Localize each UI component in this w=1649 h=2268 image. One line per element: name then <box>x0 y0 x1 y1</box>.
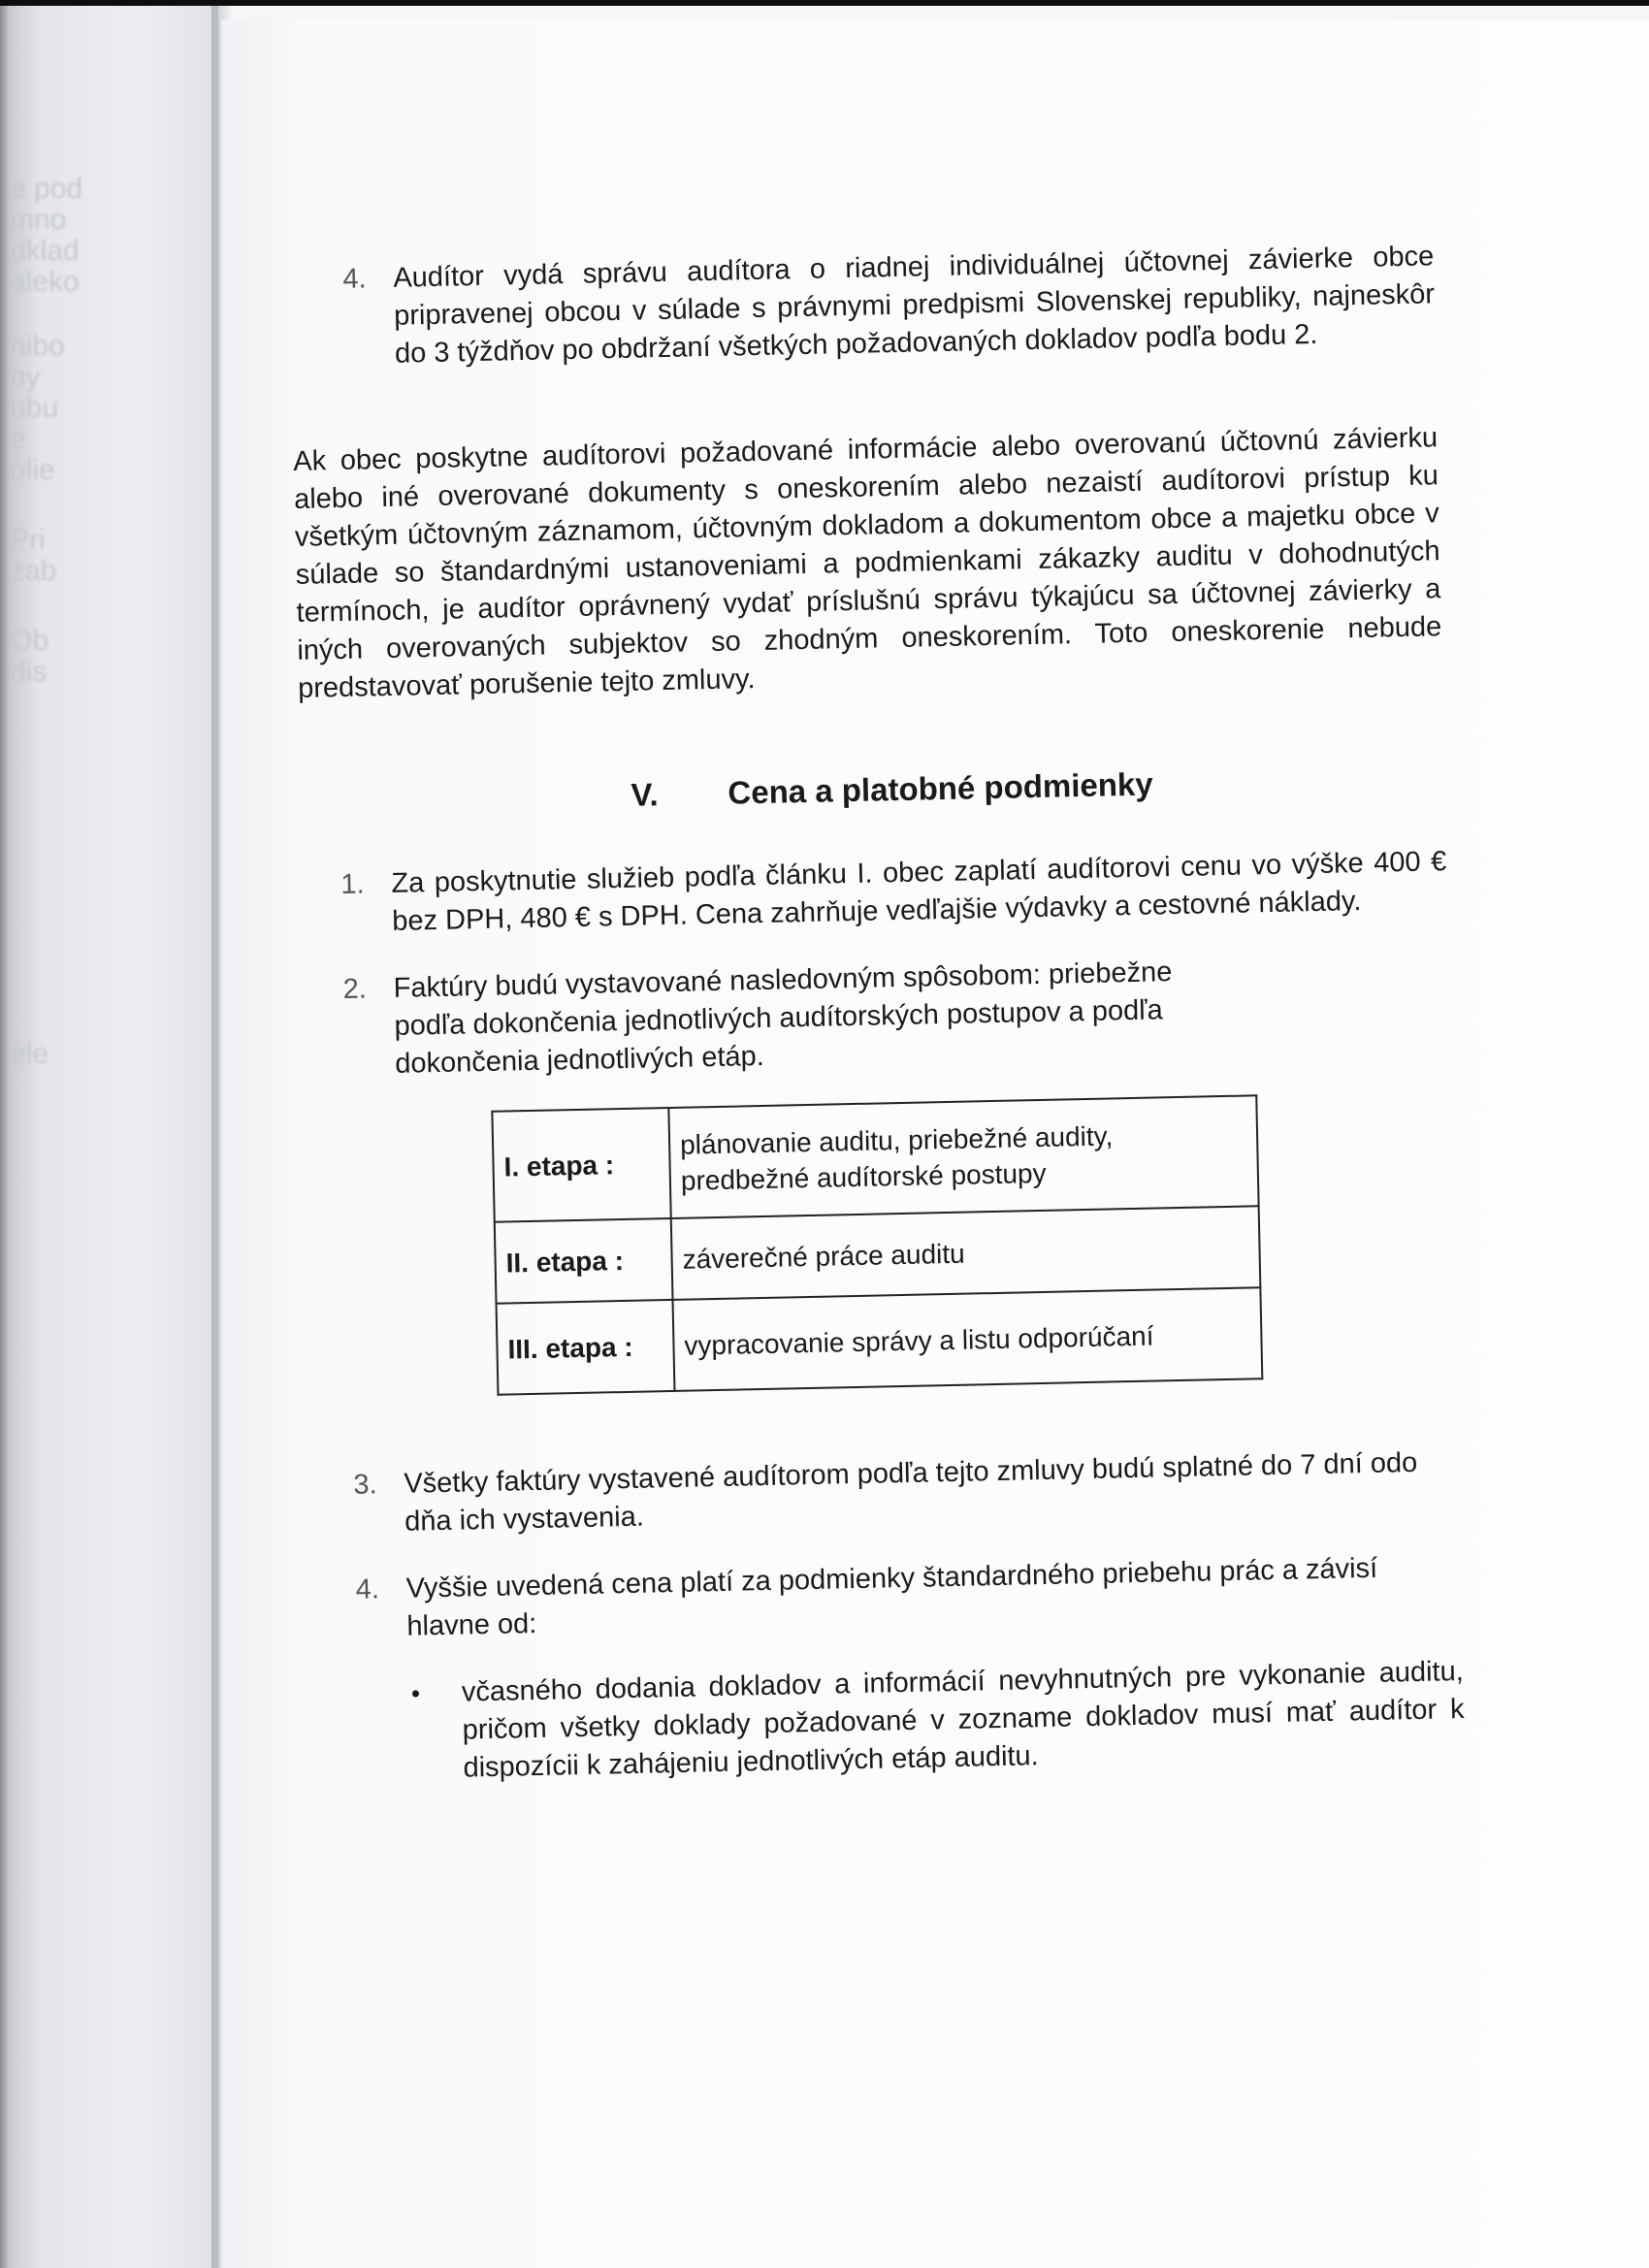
left-page-fragment: ele <box>10 1038 49 1070</box>
item-text: Všetky faktúry vystavené audítorom podľa tejto zmluvy budú splatné do 7 dní odo dňa ich vystavenia. <box>404 1446 1418 1538</box>
section-v-item-3 <box>353 1443 1460 1542</box>
item-text: Vyššie uvedená cena platí za podmienky štandardného priebehu prác a závisí hlavne od: <box>405 1552 1378 1642</box>
item-text: Faktúry budú vystavované nasledovným spôsobom: priebežne podľa dokončenia jednotlivých audítorských postupov a podľa dokončenia jednotlivých etáp. <box>393 956 1173 1080</box>
left-page-fragment: Ob <box>10 625 49 657</box>
left-page-fragment: Pri <box>10 524 46 556</box>
left-page-fragment: zab <box>10 555 57 587</box>
item-number: 4. <box>355 1573 380 1605</box>
section-number: V. <box>630 776 659 813</box>
item-number: 1. <box>340 868 365 901</box>
table-row <box>497 1287 1263 1394</box>
stages-table <box>491 1094 1263 1395</box>
left-page-fragment: e pod <box>10 173 83 205</box>
bullet-item <box>411 1653 1466 1789</box>
document-page <box>221 19 1649 2268</box>
item-number: 3. <box>353 1469 377 1501</box>
table-row <box>492 1095 1258 1221</box>
left-page-fragment: ny <box>10 361 41 393</box>
stage-label: II. etapa : <box>495 1218 673 1304</box>
stage-description: plánovanie auditu, priebežné audity, predbežné audítorské postupy <box>668 1095 1258 1218</box>
section-v-item-4 <box>355 1548 1462 1647</box>
stage-label: I. etapa : <box>492 1108 670 1222</box>
bullet-text: včasného dodania dokladov a informácií nevyhnutných pre vykonanie auditu, pričom všetky doklady požadované v zozname dokladov musí mať audítor k dispozícii k zahájeniu jednotlivých etáp auditu. <box>461 1655 1465 1784</box>
left-page-binding <box>0 6 218 2268</box>
left-page-fragment: mno <box>10 204 67 236</box>
section-iv-item-4 <box>342 238 1436 374</box>
left-page-fragment: nibo <box>10 330 65 362</box>
table-row <box>495 1206 1261 1303</box>
left-page-fragment: dklad <box>10 235 80 267</box>
item-number: 2. <box>342 973 368 1005</box>
item-text: Audítor vydá správu audítora o riadnej individuálnej účtovnej závierke obce pripravenej obcou v súlade s právnymi predpismi Slovenskej republiky, najneskôr do 3 týždňov po obdržaní všetkých požadovaných dokladov podľa bodu 2. <box>393 241 1436 370</box>
left-page-fragment: olie <box>10 454 55 486</box>
delay-paragraph: Ak obec poskytne audítorovi požadované informácie alebo overovanú účtovnú závierku alebo iné overované dokumenty s oneskorením alebo nezaistí audítorovi prístup ku všetkým účtovným záznamom, účtovným dokladom a dokumentom obce a majetku obce v súlade so štandardnými ustanoveniami a podmienkami zákazky auditu v dohodnutých termínoch, je audítor oprávnený vydať príslušnú správu týkajúcu sa účtovnej závierky a iných overovaných subjektov so zhodným oneskorením. Toto oneskorenie nebude predstavovať porušenie tejto zmluvy. <box>292 422 1442 704</box>
left-page-fragment: aleko <box>10 266 80 298</box>
stage-description: záverečné práce auditu <box>671 1206 1261 1300</box>
section-heading <box>300 757 1445 824</box>
left-page-fragment: e <box>10 423 26 455</box>
section-v-item-1 <box>340 843 1447 942</box>
stage-label: III. etapa : <box>497 1300 675 1395</box>
item-text: Za poskytnutie služieb podľa článku I. obec zaplatí audítorovi cenu vo výške 400 € bez DPH, 480 € s DPH. Cena zahrňuje vedľajšie výdavky a cestovné náklady. <box>391 846 1447 937</box>
scan-top-edge <box>0 0 1649 6</box>
stage-description: vypracovanie správy a listu odporúčaní <box>672 1287 1262 1391</box>
left-page-fragment: dis <box>10 656 48 688</box>
left-page-fragment: ubu <box>10 392 59 424</box>
section-v-item-2 <box>342 948 1450 1085</box>
page-content <box>289 238 1466 1790</box>
section-title: Cena a platobné podmienky <box>728 765 1153 811</box>
section-v-list <box>302 843 1466 1791</box>
item-number: 4. <box>342 263 367 295</box>
bullet-icon: • <box>410 1678 421 1708</box>
